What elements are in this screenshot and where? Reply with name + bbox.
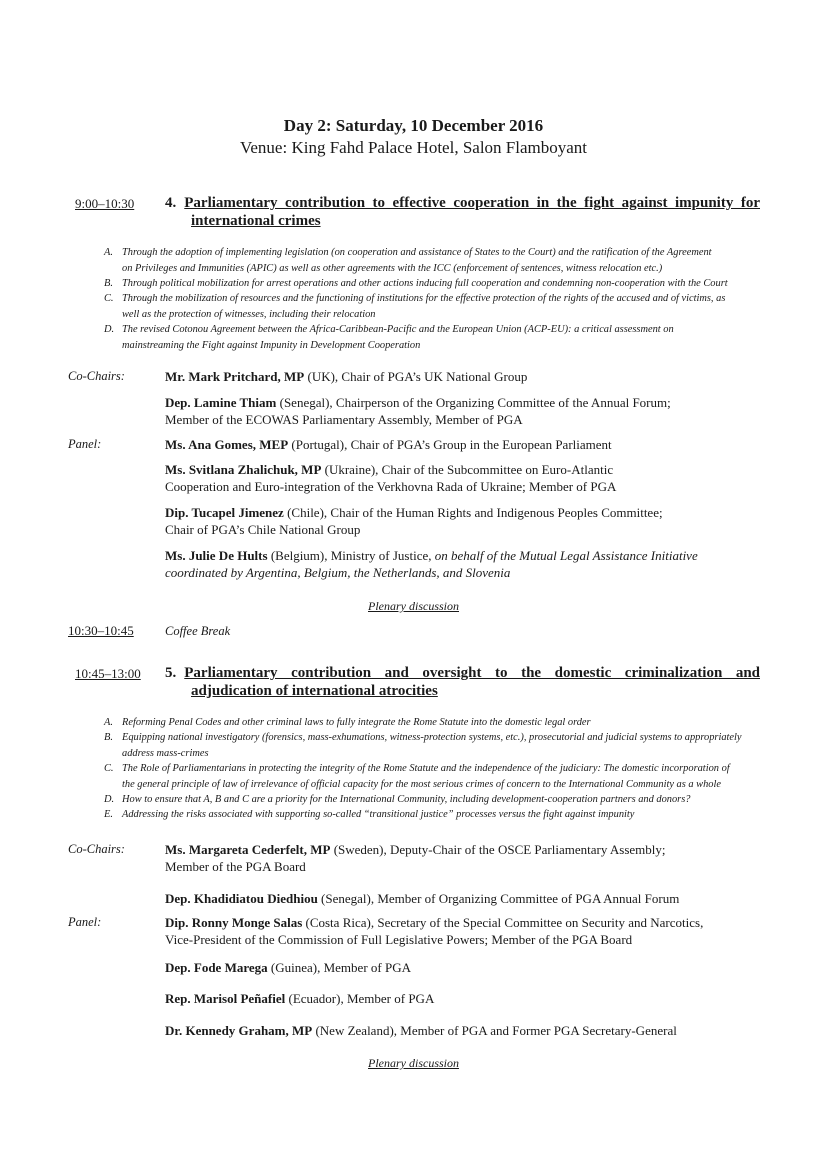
subtopic-letter: A.: [104, 247, 113, 258]
subtopic-text: Reforming Penal Codes and other criminal laws to fully integrate the Rome Statute into the domestic legal order: [122, 717, 591, 728]
session-4-plenary: Plenary discussion: [368, 599, 459, 613]
session-4-person: Dip. Tucapel Jimenez (Chile), Chair of the Human Rights and Indigenous Peoples Committee; Chair of PGA’s Chile National Group: [165, 505, 663, 537]
session-5-person: Rep. Marisol Peñafiel (Ecuador), Member of PGA: [165, 991, 435, 1006]
session-5-person: Ms. Margareta Cederfelt, MP (Sweden), Deputy-Chair of the OSCE Parliamentary Assembly; Member of the PGA Board: [165, 842, 666, 874]
subtopic-text: Equipping national investigatory (forensics, mass-exhumations, witness-protection systems, etc.), prosecutorial and judicial systems to appropriately address mass-crimes: [122, 732, 742, 759]
session-4-cochairs-label: Co-Chairs:: [68, 369, 125, 383]
session-5-person: Dep. Fode Marega (Guinea), Member of PGA: [165, 960, 411, 975]
session-5-person: Dep. Khadidiatou Diedhiou (Senegal), Member of Organizing Committee of PGA Annual Forum: [165, 891, 680, 906]
session-5-person: Dip. Ronny Monge Salas (Costa Rica), Secretary of the Special Committee on Security and Narcotics, Vice-President of the Commission of Full Legislative Powers; Member of the PGA Board: [165, 915, 704, 947]
day-title: Day 2: Saturday, 10 December 2016: [283, 116, 544, 135]
session-4-title-line1: Parliamentary contribution to effective cooperation in the fight against impunity for: [184, 195, 760, 211]
subtopic-letter: C.: [104, 763, 114, 774]
subtopic-letter: B.: [104, 732, 113, 743]
subtopic-letter: D.: [104, 324, 115, 335]
subtopic-text: The revised Cotonou Agreement between the Africa-Caribbean-Pacific and the European Union (ACP-EU): a critical assessment on mainstreaming the Fight against Impunity in Development Cooperation: [122, 324, 674, 351]
subtopic-text: Through political mobilization for arrest operations and other actions inducing full cooperation and condemning non-cooperation with the Court: [122, 278, 728, 289]
session-5-time: 10:45–13:00: [75, 666, 141, 681]
subtopic-text: Through the mobilization of resources and the functioning of institutions for the effective protection of the rights of the accused and of victims, as well as the protection of witnesses, including their relocation: [122, 293, 726, 320]
subtopic-text: The Role of Parliamentarians in protecting the integrity of the Rome Statute and the independence of the judiciary: The domestic incorporation of the general principle of law of irrelevance of official capacity for the most serious crimes of concern to the International Community as a whole: [122, 763, 730, 790]
session-4-time: 9:00–10:30: [75, 196, 135, 211]
subtopic-letter: D.: [104, 794, 115, 805]
session-5-title: [165, 664, 760, 700]
session-4-title-line2: international crimes: [191, 213, 321, 229]
subtopic-letter: A.: [104, 717, 113, 728]
session-5-title-line2: adjudication of international atrocities: [191, 683, 438, 699]
session-4-person: Mr. Mark Pritchard, MP (UK), Chair of PGA’s UK National Group: [165, 369, 528, 384]
subtopic-text: Through the adoption of implementing legislation (on cooperation and assistance of States to the Court) and the ratification of the Agreement on Privileges and Immunities (APIC) as well as other agreements with the ICC (enforcement of sentences, witness relocation etc.): [122, 247, 712, 274]
session-4-number: 4.: [165, 195, 177, 211]
session-5-panel-label: Panel:: [68, 915, 102, 929]
subtopic-letter: B.: [104, 278, 113, 289]
subtopic-text: Addressing the risks associated with supporting so-called “transitional justice” processes versus the fight against impunity: [122, 809, 635, 820]
session-5-cochairs-label: Co-Chairs:: [68, 842, 125, 856]
session-4-title: [165, 194, 760, 230]
subtopic-letter: C.: [104, 293, 114, 304]
venue-line: Venue: King Fahd Palace Hotel, Salon Flamboyant: [239, 138, 588, 157]
session-4-person: Ms. Julie De Hults (Belgium), Ministry of Justice, on behalf of the Mutual Legal Assistance Initiative coordinated by Argentina, Belgium, the Netherlands, and Slovenia: [165, 548, 698, 580]
session-4-person: Ms. Svitlana Zhalichuk, MP (Ukraine), Chair of the Subcommittee on Euro-Atlantic Cooperation and Euro-integration of the Verkhovna Rada of Ukraine; Member of PGA: [165, 462, 617, 494]
session-4-person: Ms. Ana Gomes, MEP (Portugal), Chair of PGA’s Group in the European Parliament: [165, 437, 612, 452]
session-5-title-line1: Parliamentary contribution and oversight to the domestic criminalization and: [184, 665, 760, 681]
session-4-person: Dep. Lamine Thiam (Senegal), Chairperson of the Organizing Committee of the Annual Forum; Member of the ECOWAS Parliamentary Assembly, Member of PGA: [165, 395, 671, 427]
session-5-number: 5.: [165, 665, 177, 681]
subtopic-letter: E.: [104, 809, 113, 820]
session-5-plenary: Plenary discussion: [368, 1056, 459, 1070]
session-4-panel-label: Panel:: [68, 437, 102, 451]
subtopic-text: How to ensure that A, B and C are a priority for the International Community, including development-cooperation partners and donors?: [122, 794, 691, 805]
session-5-person: Dr. Kennedy Graham, MP (New Zealand), Member of PGA and Former PGA Secretary-General: [165, 1023, 677, 1038]
coffee-time: 10:30–10:45: [68, 623, 134, 638]
coffee-break: Coffee Break: [165, 624, 231, 638]
